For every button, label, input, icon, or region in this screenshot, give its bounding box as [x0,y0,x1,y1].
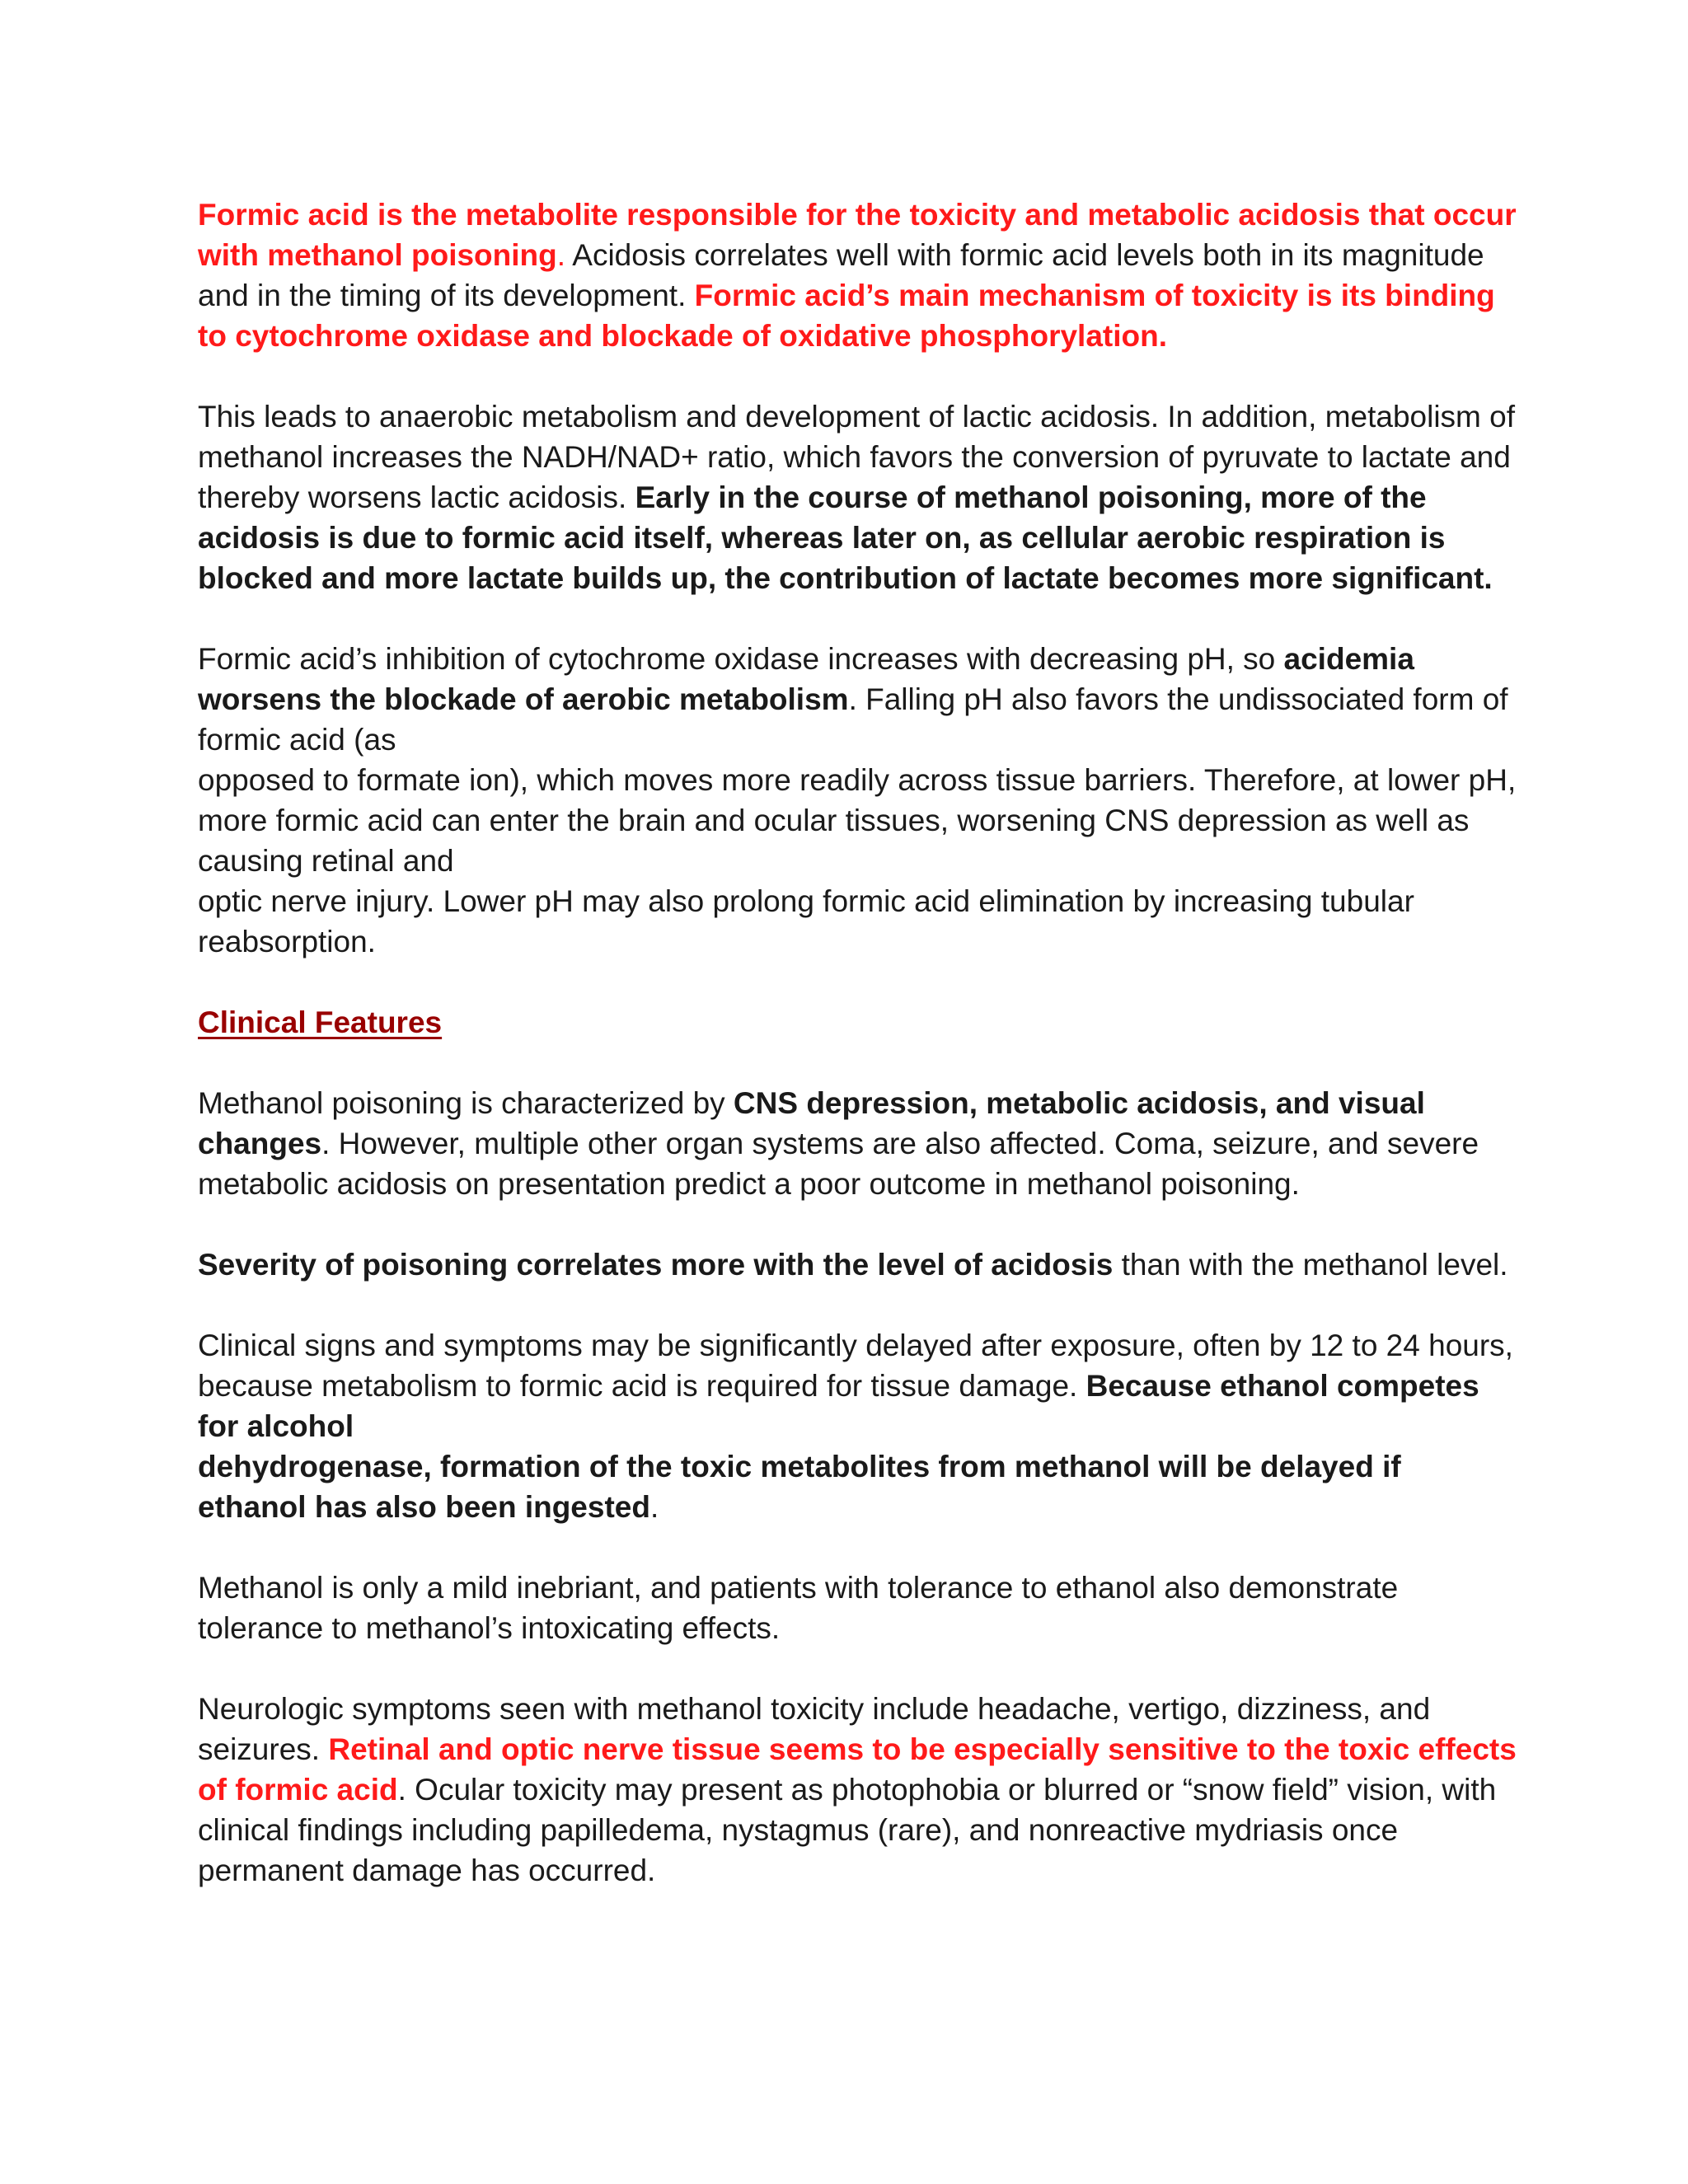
body-text: Clinical signs and symptoms may be significantly delayed after exposure, often by 12 to 24 hours, because metabolism to formic acid is required for tissue damage. [198,1329,1513,1403]
bold-text: Early in the course of methanol poisoning, more of the acidosis is due to formic acid itself, whereas later on, as cellular aerobic respiration is blocked and more lactate builds up, the contribution of lactate becomes more significant. [198,480,1493,595]
body-text: Acidosis correlates well with formic acid levels both in its magnitude and in the timing of its development. [198,238,1484,312]
body-text: . [649,1490,659,1524]
body-text: Formic acid’s inhibition of cytochrome oxidase increases with decreasing pH, so [198,642,1284,676]
body-text: Methanol is only a mild inebriant, and patients with tolerance to ethanol also demonstrate tolerance to methanol’s intoxicating effects. [198,1571,1399,1645]
paragraph-lactic-acidosis [198,396,1517,598]
section-heading: Clinical Features [198,1005,443,1039]
bold-text: acidemia worsens the blockade of aerobic metabolism [198,642,1414,716]
body-text: Neurologic symptoms seen with methanol toxicity include headache, vertigo, dizziness, and seizures. [198,1692,1431,1766]
paragraph-ph-effects [198,639,1517,962]
body-text: . Ocular toxicity may present as photophobia or blurred or “snow field” vision, with clinical findings including papilledema, nystagmus (rare), and nonreactive mydriasis once permanent damage has occurred. [198,1773,1497,1887]
highlight-text: Formic acid is the metabolite responsible for the toxicity and metabolic acidosis that occur with methanol poisoning [198,198,1517,272]
paragraph-neurologic-symptoms [198,1689,1517,1891]
body-text: . Falling pH also favors the undissociated form of formic acid (as [198,682,1508,757]
paragraph-characterization [198,1083,1517,1204]
bold-text: CNS depression, metabolic acidosis, and visual changes [198,1086,1425,1160]
bold-text: Severity of poisoning correlates more with the level of acidosis [198,1248,1114,1282]
highlight-period: . [556,238,566,272]
body-text: opposed to formate ion), which moves more readily across tissue barriers. Therefore, at lower pH, more formic acid can enter the brain and ocular tissues, worsening CNS depression as well as causing retinal and [198,763,1517,878]
bold-text: dehydrogenase, formation of the toxic metabolites from methanol will be delayed if ethanol has also been ingested [198,1450,1401,1524]
highlight-text: Retinal and optic nerve tissue seems to be especially sensitive to the toxic effects of formic acid [198,1732,1517,1807]
paragraph-delayed-symptoms [198,1325,1517,1527]
paragraph-formic-acid-toxicity [198,194,1517,356]
document-page [198,194,1517,1891]
body-text: than with the methanol level. [1113,1248,1508,1282]
paragraph-severity [198,1244,1517,1285]
section-heading-clinical-features [198,1002,1517,1043]
highlight-text: Formic acid’s main mechanism of toxicity is its binding to cytochrome oxidase and blockade of oxidative phosphorylation. [198,279,1495,353]
paragraph-inebriant [198,1568,1517,1648]
body-text: This leads to anaerobic metabolism and development of lactic acidosis. In addition, metabolism of methanol increases the NADH/NAD+ ratio, which favors the conversion of pyruvate to lactate and thereby worsens lactic acidosis. [198,400,1516,514]
body-text: optic nerve injury. Lower pH may also prolong formic acid elimination by increasing tubular reabsorption. [198,884,1414,958]
body-text: . However, multiple other organ systems are also affected. Coma, seizure, and severe metabolic acidosis on presentation predict a poor outcome in methanol poisoning. [198,1127,1479,1201]
body-text: Methanol poisoning is characterized by [198,1086,734,1120]
bold-text: Because ethanol competes for alcohol [198,1369,1479,1443]
